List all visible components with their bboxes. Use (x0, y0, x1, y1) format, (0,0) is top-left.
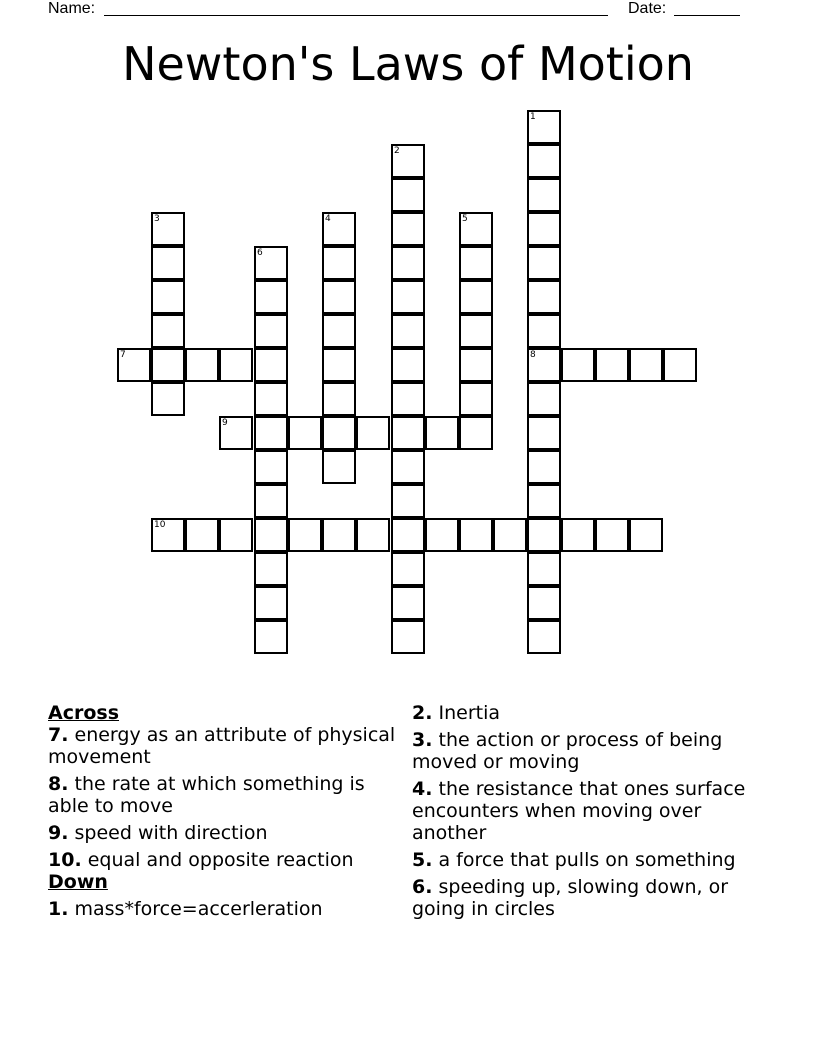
clue-label: 9. (48, 822, 69, 844)
grid-cell[interactable] (391, 518, 425, 552)
clue-down-2 (412, 702, 772, 724)
grid-cell[interactable] (391, 620, 425, 654)
clue-text: energy as an attribute of physical movement (48, 724, 396, 768)
grid-cell[interactable] (322, 280, 356, 314)
clue-across-10 (48, 849, 398, 871)
grid-cell[interactable] (527, 518, 561, 552)
clue-text: the rate at which something is able to move (48, 773, 365, 817)
grid-cell[interactable] (527, 110, 561, 144)
name-label: Name: (48, 0, 96, 17)
grid-cell[interactable] (254, 620, 288, 654)
grid-cell[interactable] (254, 382, 288, 416)
clue-label: 4. (412, 778, 433, 800)
clue-number: 9 (222, 418, 228, 428)
grid-cell[interactable] (322, 212, 356, 246)
grid-cell[interactable] (527, 178, 561, 212)
clue-text: speed with direction (74, 822, 268, 844)
grid-cell[interactable] (391, 586, 425, 620)
grid-cell[interactable] (459, 280, 493, 314)
grid-cell[interactable] (254, 280, 288, 314)
grid-cell[interactable] (459, 518, 493, 552)
grid-cell[interactable] (459, 416, 493, 450)
grid-cell[interactable] (459, 314, 493, 348)
clue-text: Inertia (438, 702, 501, 724)
clue-number: 3 (154, 214, 160, 224)
grid-cell[interactable] (322, 450, 356, 484)
grid-cell[interactable] (527, 586, 561, 620)
clue-down-4 (412, 778, 772, 844)
grid-cell[interactable] (391, 212, 425, 246)
grid-cell[interactable] (391, 280, 425, 314)
clue-label: 5. (412, 849, 433, 871)
clue-across-8 (48, 773, 398, 817)
clue-text: a force that pulls on something (438, 849, 736, 871)
puzzle-title: Newton's Laws of Motion (122, 37, 694, 91)
grid-cell[interactable] (117, 348, 151, 382)
grid-cell[interactable] (595, 518, 629, 552)
grid-cell[interactable] (219, 416, 253, 450)
grid-cell[interactable] (561, 348, 595, 382)
grid-cell[interactable] (527, 450, 561, 484)
grid-cell[interactable] (254, 348, 288, 382)
grid-cell[interactable] (356, 416, 390, 450)
grid-cell[interactable] (254, 484, 288, 518)
grid-cell[interactable] (527, 552, 561, 586)
clue-across-7 (48, 724, 398, 768)
clue-across-9 (48, 822, 398, 844)
across-heading: Across (48, 702, 120, 724)
grid-cell[interactable] (322, 416, 356, 450)
clue-label: 8. (48, 773, 69, 795)
grid-cell[interactable] (322, 246, 356, 280)
grid-cell[interactable] (185, 348, 219, 382)
grid-cell[interactable] (527, 314, 561, 348)
grid-cell[interactable] (391, 382, 425, 416)
grid-cell[interactable] (527, 416, 561, 450)
grid-cell[interactable] (527, 280, 561, 314)
grid-cell[interactable] (391, 552, 425, 586)
grid-cell[interactable] (527, 620, 561, 654)
clue-number: 7 (120, 350, 126, 360)
clue-number: 5 (462, 214, 468, 224)
clue-label: 2. (412, 702, 433, 724)
clue-number: 2 (394, 146, 400, 156)
grid-cell[interactable] (459, 382, 493, 416)
clue-number: 1 (530, 112, 536, 122)
grid-cell[interactable] (425, 416, 459, 450)
grid-cell[interactable] (254, 586, 288, 620)
grid-cell[interactable] (527, 382, 561, 416)
grid-cell[interactable] (151, 382, 185, 416)
grid-cell[interactable] (459, 348, 493, 382)
grid-cell[interactable] (527, 484, 561, 518)
grid-cell[interactable] (151, 280, 185, 314)
grid-cell[interactable] (391, 178, 425, 212)
grid-cell[interactable] (459, 212, 493, 246)
clues-left-column (48, 702, 398, 925)
clue-down-6 (412, 876, 772, 920)
grid-cell[interactable] (185, 518, 219, 552)
grid-cell[interactable] (493, 518, 527, 552)
grid-cell[interactable] (288, 518, 322, 552)
grid-cell[interactable] (254, 314, 288, 348)
grid-cell[interactable] (391, 450, 425, 484)
grid-cell[interactable] (595, 348, 629, 382)
clue-text: the resistance that ones surface encounters when moving over another (412, 778, 746, 844)
grid-cell[interactable] (527, 144, 561, 178)
clue-label: 6. (412, 876, 433, 898)
down-heading: Down (48, 871, 108, 893)
grid-cell[interactable] (151, 348, 185, 382)
grid-cell[interactable] (254, 246, 288, 280)
grid-cell[interactable] (151, 314, 185, 348)
clue-text: the action or process of being moved or moving (412, 729, 723, 773)
grid-cell[interactable] (391, 484, 425, 518)
grid-cell[interactable] (459, 246, 493, 280)
grid-cell[interactable] (254, 552, 288, 586)
clue-down-5 (412, 849, 772, 871)
clue-label: 10. (48, 849, 82, 871)
grid-cell[interactable] (629, 348, 663, 382)
clue-label: 1. (48, 898, 69, 920)
grid-cell[interactable] (391, 348, 425, 382)
clue-number: 8 (530, 350, 536, 360)
grid-cell[interactable] (288, 416, 322, 450)
grid-cell[interactable] (391, 246, 425, 280)
grid-cell[interactable] (425, 518, 459, 552)
date-label: Date: (628, 0, 667, 17)
grid-cell[interactable] (151, 212, 185, 246)
grid-cell[interactable] (254, 450, 288, 484)
grid-cell[interactable] (391, 416, 425, 450)
clue-label: 7. (48, 724, 69, 746)
grid-cell[interactable] (561, 518, 595, 552)
clue-number: 6 (257, 248, 263, 258)
clues-right-column (412, 702, 772, 925)
grid-cell[interactable] (527, 212, 561, 246)
grid-cell[interactable] (254, 518, 288, 552)
grid-cell[interactable] (527, 348, 561, 382)
clue-down-3 (412, 729, 772, 773)
clue-number: 4 (325, 214, 331, 224)
clue-label: 3. (412, 729, 433, 751)
grid-cell[interactable] (391, 144, 425, 178)
grid-cell[interactable] (322, 314, 356, 348)
grid-cell[interactable] (151, 246, 185, 280)
clue-number: 10 (154, 520, 166, 530)
grid-cell[interactable] (629, 518, 663, 552)
grid-cell[interactable] (391, 314, 425, 348)
grid-cell[interactable] (219, 518, 253, 552)
grid-cell[interactable] (322, 348, 356, 382)
grid-cell[interactable] (254, 416, 288, 450)
clue-down-1 (48, 898, 398, 920)
clue-text: speeding up, slowing down, or going in circles (412, 876, 729, 920)
grid-cell[interactable] (219, 348, 253, 382)
grid-cell[interactable] (527, 246, 561, 280)
grid-cell[interactable] (663, 348, 697, 382)
clue-text: mass*force=accerleration (74, 898, 323, 920)
grid-cell[interactable] (322, 382, 356, 416)
grid-cell[interactable] (151, 518, 185, 552)
grid-cell[interactable] (356, 518, 390, 552)
grid-cell[interactable] (322, 518, 356, 552)
clue-text: equal and opposite reaction (87, 849, 354, 871)
